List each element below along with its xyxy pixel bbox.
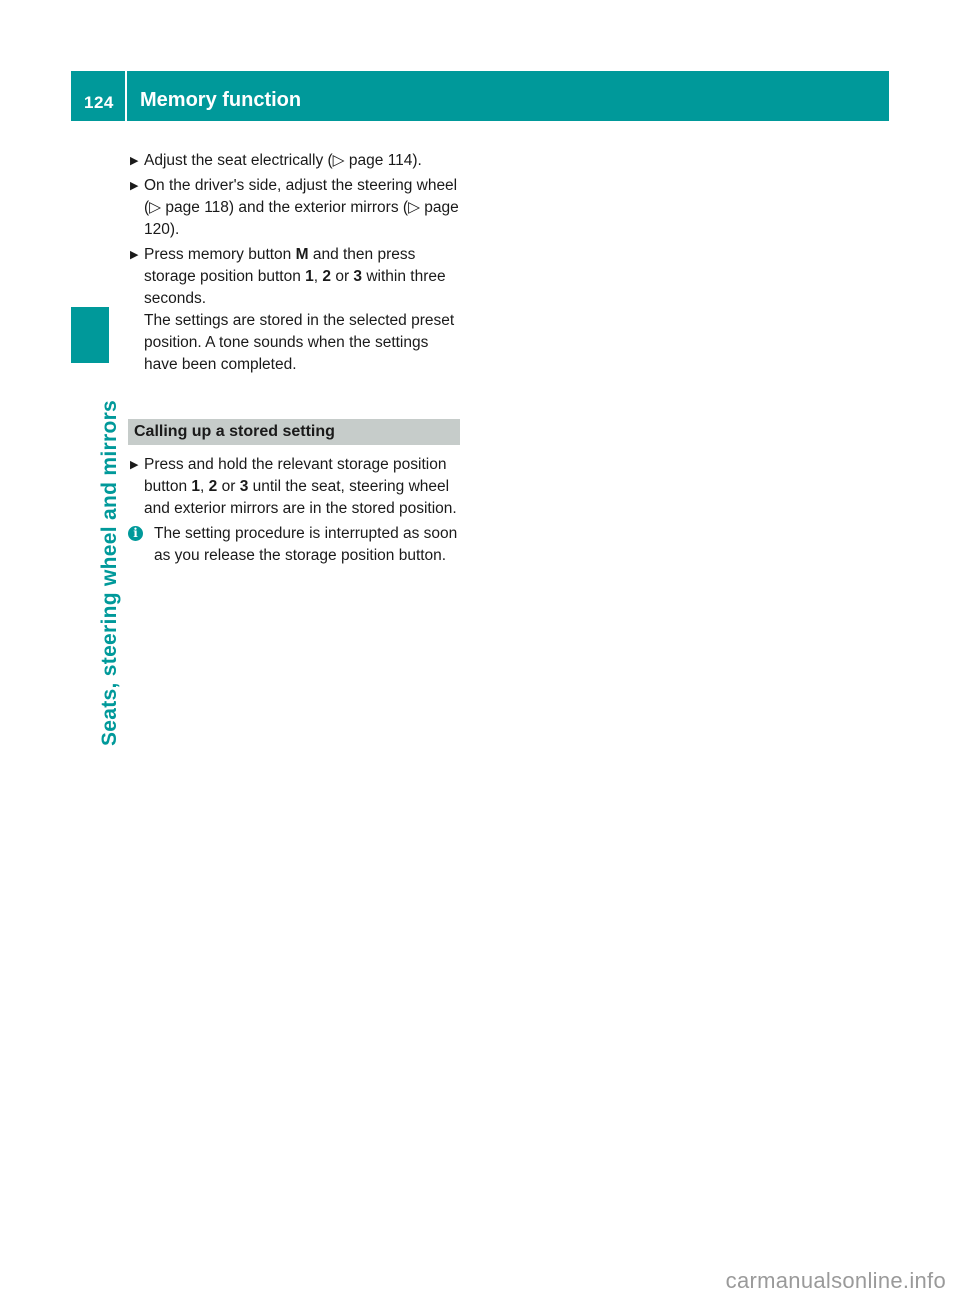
instruction-step-memory xyxy=(128,244,460,376)
instruction-step-recall xyxy=(128,454,460,520)
chapter-side-label: Seats, steering wheel and mirrors xyxy=(98,399,121,746)
chapter-title: Memory function xyxy=(140,89,302,111)
step-arrow-icon: ▶ xyxy=(130,155,139,167)
chapter-side-tab xyxy=(71,307,109,363)
step-text: On the driver's side, adjust the steering wheel ( xyxy=(144,177,458,216)
note-text: The setting procedure is interrupted as soon as you release the storage position button. xyxy=(154,525,458,564)
step-text: Press and hold the relevant storage position button xyxy=(144,456,447,495)
separator: , xyxy=(313,268,323,285)
step-text: Adjust the seat electrically ( xyxy=(144,152,333,169)
separator: or xyxy=(217,478,240,495)
step-arrow-icon: ▶ xyxy=(130,459,139,471)
step-text: Press memory button xyxy=(144,246,296,263)
page-ref-link[interactable]: page 120). xyxy=(144,199,459,238)
main-content xyxy=(128,150,460,567)
section-heading: Calling up a stored setting xyxy=(128,419,460,445)
instruction-step xyxy=(128,175,460,241)
separator: , xyxy=(200,478,209,495)
header-divider xyxy=(125,71,127,121)
page-ref-link[interactable]: page 114). xyxy=(344,152,422,169)
instruction-step xyxy=(128,150,460,172)
memory-button-label: M xyxy=(295,246,309,263)
storage-button-2-label: 2 xyxy=(322,268,332,285)
step-text: until the seat, steering wheel and exterior mirrors are in the stored position. xyxy=(144,478,457,517)
storage-button-1-label: 1 xyxy=(191,478,201,495)
step-result: The settings are stored in the selected preset position. A tone sounds when the settings have been completed. xyxy=(144,312,455,373)
page-ref-arrow-icon: ▷ xyxy=(408,199,420,216)
step-arrow-icon: ▶ xyxy=(130,249,139,261)
info-note xyxy=(128,523,460,567)
step-arrow-icon: ▶ xyxy=(130,180,139,192)
storage-button-1-label: 1 xyxy=(305,268,314,285)
separator: or xyxy=(331,268,354,285)
page-ref-arrow-icon: ▷ xyxy=(332,152,345,169)
page-ref-link[interactable]: page 118) and the exterior mirrors ( xyxy=(161,199,409,216)
page-number: 124 xyxy=(84,93,114,112)
storage-button-3-label: 3 xyxy=(239,478,249,495)
info-icon: i xyxy=(128,526,143,541)
step-text: and then press storage position button xyxy=(144,246,416,285)
step-text: within three seconds. xyxy=(144,268,446,307)
watermark: carmanualsonline.info xyxy=(725,1268,946,1293)
storage-button-3-label: 3 xyxy=(353,268,363,285)
page-ref-arrow-icon: ▷ xyxy=(149,199,162,216)
storage-button-2-label: 2 xyxy=(208,478,218,495)
